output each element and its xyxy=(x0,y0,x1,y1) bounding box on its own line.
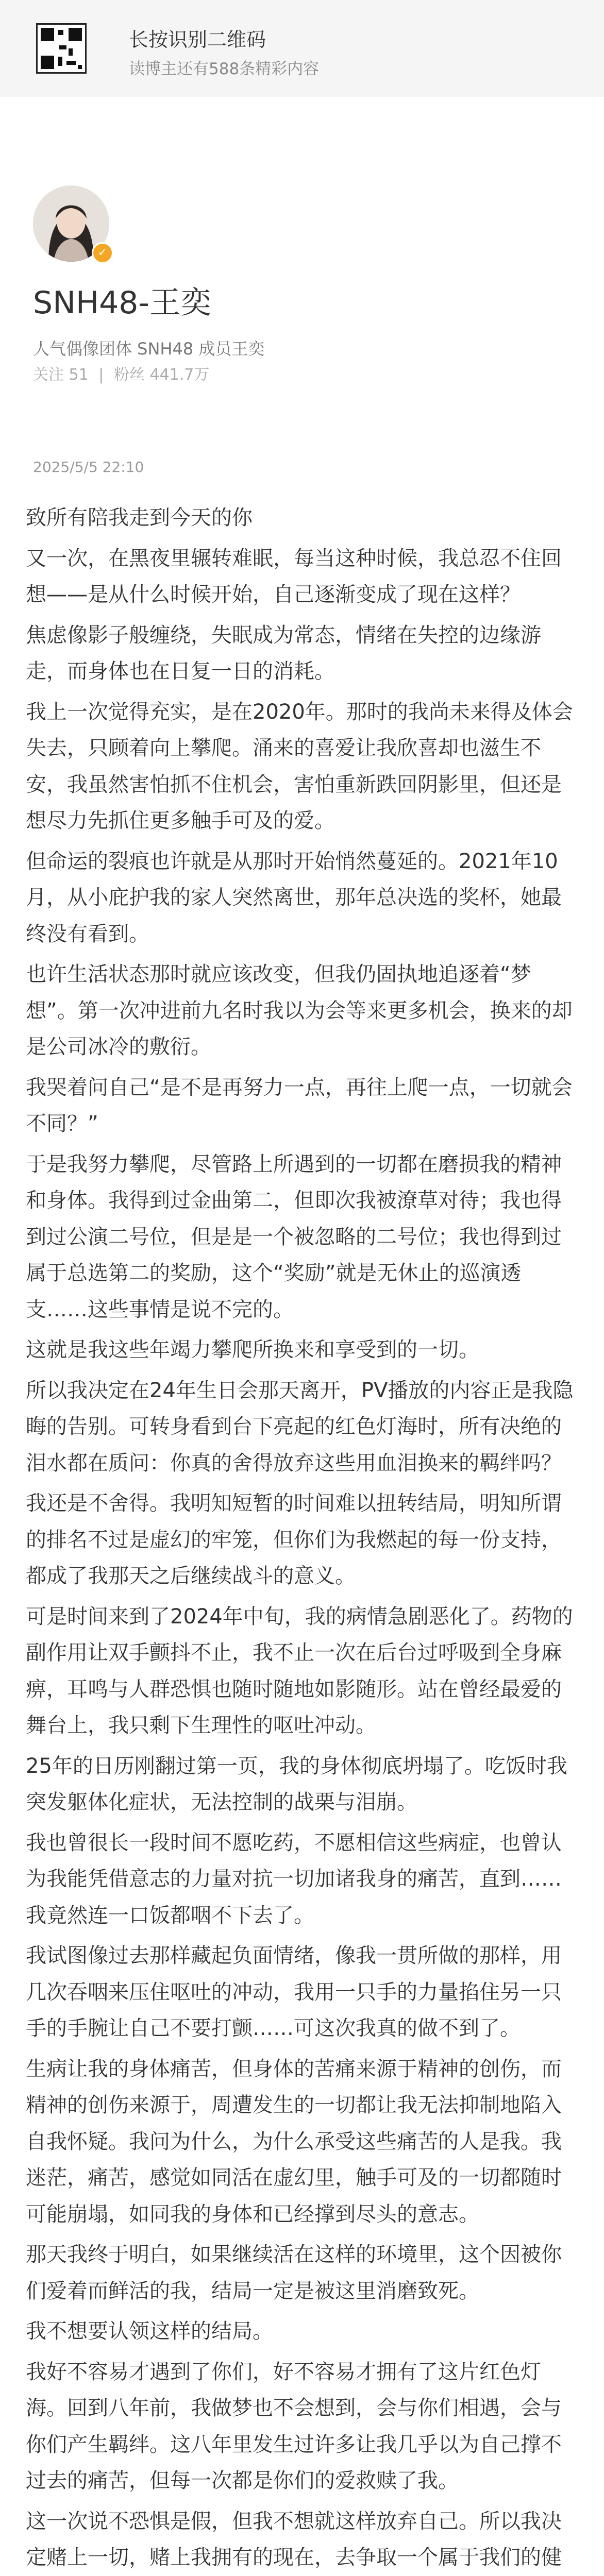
follow-count: 51 xyxy=(69,366,89,384)
follow-label: 关注 xyxy=(33,366,64,384)
banner-subtitle: 读博主还有588条精彩内容 xyxy=(129,60,320,78)
paragraph: 我也曾很长一段时间不愿吃药，不愿相信这些病症，也曾认为我能凭借意志的力量对抗一切加诸我身的痛苦，直到……我竟然连一口饭都咽不下去了。 xyxy=(26,1831,562,1927)
paragraph: 25年的日历刚翻过第一页，我的身体彻底坍塌了。吃饭时我突发躯体化症状，无法控制的战栗与泪崩。 xyxy=(26,1754,567,1814)
paragraph: 但命运的裂痕也许就是从那时开始悄然蔓延的。2021年10月，从小庇护我的家人突然离世，那年总决选的奖杯，她最终没有看到。 xyxy=(26,849,562,946)
paragraph: 焦虑像影子般缠绕，失眠成为常态，情绪在失控的边缘游走，而身体也在日复一日的消耗。 xyxy=(26,623,541,683)
paragraph: 生病让我的身体痛苦，但身体的苦痛来源于精神的创伤，而精神的创伤来源于，周遭发生的一切都让我无法抑制地陷入自我怀疑。我问为什么，为什么承受这些痛苦的人是我。我迷茫，痛苦，感觉如同活在虚幻里，触手可及的一切都随时可能崩塌，如同我的身体和已经撑到尽头的意志。 xyxy=(26,2057,562,2226)
verified-badge-icon: ✓ xyxy=(92,242,113,264)
user-name[interactable]: SNH48-王奕 xyxy=(33,285,212,321)
fans-count: 441.7万 xyxy=(149,366,210,384)
paragraph: 我上一次觉得充实，是在2020年。那时的我尚未来得及体会失去，只顾着向上攀爬。涌来的喜爱让我欣喜却也滋生不安，我虽然害怕抓不住机会，害怕重新跌回阴影里，但还是想尽力先抓住更多触手可及的爱。 xyxy=(26,700,573,833)
user-stats: 关注 51 | 粉丝 441.7万 xyxy=(33,366,210,384)
paragraph: 我还是不舍得。我明知短暂的时间难以扭转结局，明知所谓的排名不过是虚幻的牢笼，但你们为我燃起的每一份支持，都成了我那天之后继续战斗的意义。 xyxy=(26,1492,562,1588)
paragraph: 又一次，在黑夜里辗转难眠，每当这种时候，我总忍不住回想——是从什么时候开始，自己逐渐变成了现在这样？ xyxy=(26,546,562,606)
post-timestamp: 2025/5/5 22:10 xyxy=(33,459,144,476)
paragraph: 可是时间来到了2024年中旬，我的病情急剧恶化了。药物的副作用让双手颤抖不止，我不止一次在后台过呼吸到全身麻痹，耳鸣与人群恐惧也随时随地如影随形。站在曾经最爱的舞台上，我只剩下生理性的呕吐冲动。 xyxy=(26,1604,573,1737)
paragraph: 这一次说不恐惧是假，但我不想就这样放弃自己。所以我决定赌上一切，赌上我拥有的现在，去争取一个属于我们的健 xyxy=(26,2509,562,2569)
top-qr-banner xyxy=(0,0,604,97)
paragraph: 也许生活状态那时就应该改变，但我仍固执地追逐着“梦想”。第一次冲进前九名时我以为会等来更多机会，换来的却是公司冰冷的敷衍。 xyxy=(26,962,573,1059)
banner-title: 长按识别二维码 xyxy=(129,28,266,51)
paragraph: 那天我终于明白，如果继续活在这样的环境里，这个因被你们爱着而鲜活的我，结局一定是被这里消磨致死。 xyxy=(26,2243,562,2303)
qr-code-icon[interactable] xyxy=(36,23,87,74)
paragraph: 于是我努力攀爬，尽管路上所遇到的一切都在磨损我的精神和身体。我得到过金曲第二，但即次我被潦草对待；我也得到过公演二号位，但是是一个被忽略的二号位；我也得到过属于总选第二的奖励，这个“奖励”就是无休止的巡演透支……这些事情是说不完的。 xyxy=(26,1152,562,1321)
paragraph: 致所有陪我走到今天的你 xyxy=(26,506,253,530)
paragraph: 我好不容易才遇到了你们，好不容易才拥有了这片红色灯海。回到八年前，我做梦也不会想到，会与你们相遇，会与你们产生羁绊。这八年里发生过许多让我几乎以为自己撑不过去的痛苦，但每一次都是你们的爱救赎了我。 xyxy=(26,2360,562,2493)
paragraph: 这就是我这些年竭力攀爬所换来和享受到的一切。 xyxy=(26,1338,479,1362)
fans-label: 粉丝 xyxy=(113,366,145,384)
paragraph: 我不想要认领这样的结局。 xyxy=(26,2319,273,2343)
paragraph: 我哭着问自己“是不是再努力一点，再往上爬一点，一切就会不同？” xyxy=(26,1075,573,1136)
post-body xyxy=(26,500,577,2576)
user-description: 人气偶像团体 SNH48 成员王奕 xyxy=(33,339,265,359)
paragraph: 所以我决定在24年生日会那天离开，PV播放的内容正是我隐晦的告别。可转身看到台下亮起的红色灯海时，所有决绝的泪水都在质问：你真的舍得放弃这些用血泪换来的羁绊吗？ xyxy=(26,1378,574,1475)
paragraph: 我试图像过去那样藏起负面情绪，像我一贯所做的那样，用几次吞咽来压住呕吐的冲动，我用一只手的力量掐住另一只手的手腕让自己不要打颤……可这次我真的做不到了。 xyxy=(26,1944,562,2040)
